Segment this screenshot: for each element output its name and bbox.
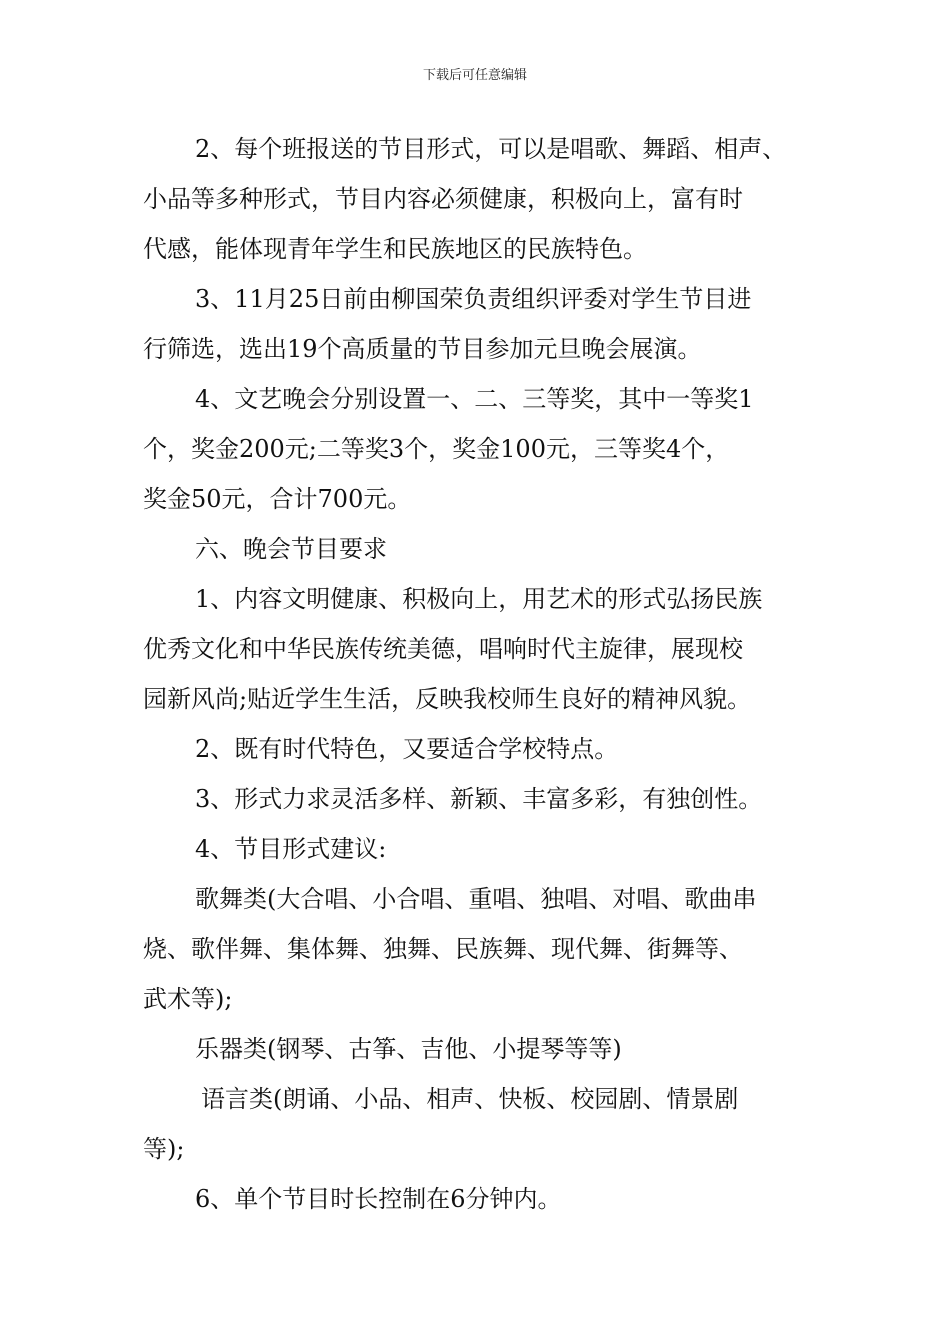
section-heading: 六、晚会节目要求 bbox=[195, 535, 387, 563]
paragraph-line: 1、内容文明健康、积极向上，用艺术的形式弘扬民族 bbox=[195, 585, 763, 613]
paragraph-line: 4、节目形式建议: bbox=[195, 835, 387, 863]
paragraph-line: 烧、歌伴舞、集体舞、独舞、民族舞、现代舞、街舞等、 bbox=[143, 935, 743, 963]
paragraph-line: 优秀文化和中华民族传统美德，唱响时代主旋律，展现校 bbox=[143, 635, 743, 663]
paragraph-line: 歌舞类(大合唱、小合唱、重唱、独唱、对唱、歌曲串 bbox=[195, 885, 757, 913]
paragraph-line: 语言类(朗诵、小品、相声、快板、校园剧、情景剧 bbox=[201, 1085, 739, 1113]
paragraph-line: 代感，能体现青年学生和民族地区的民族特色。 bbox=[143, 235, 647, 263]
paragraph-line: 4、文艺晚会分别设置一、二、三等奖，其中一等奖1 bbox=[195, 385, 754, 413]
paragraph-line: 2、每个班报送的节目形式，可以是唱歌、舞蹈、相声、 bbox=[195, 135, 787, 163]
paragraph-line: 奖金50元，合计700元。 bbox=[143, 485, 412, 513]
paragraph-line: 小品等多种形式，节目内容必须健康，积极向上，富有时 bbox=[143, 185, 743, 213]
paragraph-line: 2、既有时代特色，又要适合学校特点。 bbox=[195, 735, 619, 763]
paragraph-line: 乐器类(钢琴、古筝、吉他、小提琴等等) bbox=[195, 1035, 622, 1063]
page-header: 下载后可任意编辑 bbox=[422, 68, 527, 83]
paragraph-line: 3、11月25日前由柳国荣负责组织评委对学生节目进 bbox=[195, 285, 752, 313]
paragraph-line: 园新风尚;贴近学生生活，反映我校师生良好的精神风貌。 bbox=[143, 685, 752, 713]
paragraph-line: 武术等); bbox=[143, 985, 233, 1013]
paragraph-line: 等); bbox=[143, 1135, 185, 1163]
paragraph-line: 6、单个节目时长控制在6分钟内。 bbox=[195, 1185, 562, 1213]
document-body bbox=[143, 124, 808, 1224]
paragraph-line: 3、形式力求灵活多样、新颖、丰富多彩，有独创性。 bbox=[195, 785, 763, 813]
paragraph-line: 行筛选，选出19个高质量的节目参加元旦晚会展演。 bbox=[143, 335, 702, 363]
paragraph-line: 个，奖金200元;二等奖3个，奖金100元，三等奖4个， bbox=[143, 435, 730, 463]
